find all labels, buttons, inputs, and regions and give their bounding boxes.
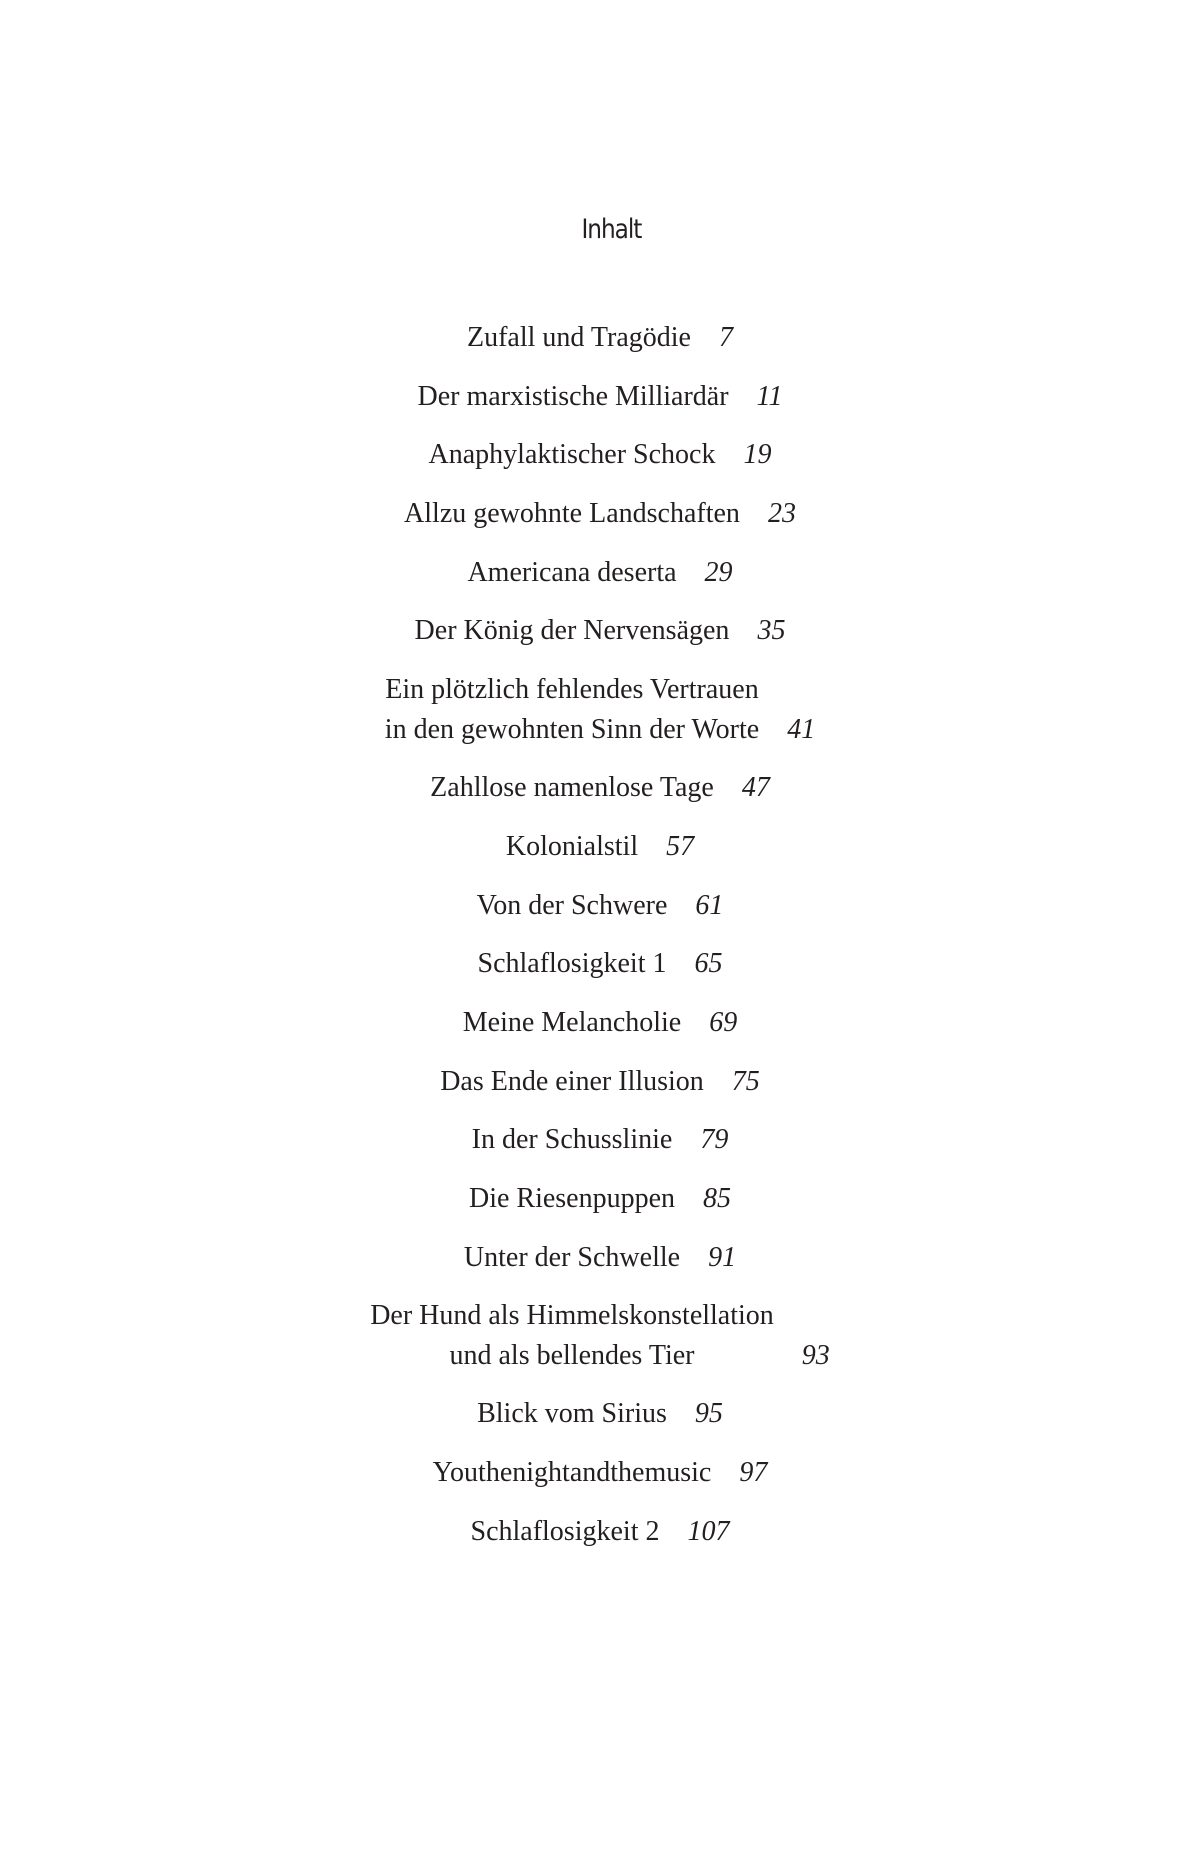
toc-entry: [0, 1238, 1200, 1278]
toc-entry: [0, 494, 1200, 534]
toc-entry: [0, 886, 1200, 926]
toc-entry-page-number: 95: [694, 1398, 723, 1430]
toc-entry-title: Meine Melancholie: [462, 1006, 682, 1038]
toc-entry-page-number: 61: [695, 889, 724, 921]
toc-entry-page-number: 97: [739, 1457, 768, 1488]
toc-entry: [0, 944, 1200, 984]
toc-entry-title: Anaphylaktischer Schock: [428, 439, 716, 471]
toc-entry: [0, 1179, 1200, 1219]
table-of-contents: [0, 318, 1200, 1570]
toc-entry-page-number: 93: [801, 1340, 830, 1372]
toc-entry-title: Der marxistische Milliardär: [417, 380, 729, 412]
toc-entry-title: Das Ende einer Illusion: [440, 1065, 704, 1097]
toc-entry-title: Zahllose namenlose Tage: [430, 772, 714, 804]
toc-entry-page-number: 65: [694, 948, 723, 980]
toc-entry: [0, 377, 1200, 417]
toc-entry-title: Unter der Schwelle: [463, 1241, 681, 1273]
toc-entry-page-number: 69: [709, 1006, 738, 1038]
toc-entry-title: Die Riesenpuppen: [468, 1182, 676, 1214]
toc-entry: [0, 1512, 1200, 1552]
toc-entry-title: Zufall und Tragödie: [467, 322, 691, 353]
toc-entry: [0, 827, 1200, 867]
toc-entry: [0, 1120, 1200, 1160]
toc-entry-page-number: 75: [731, 1065, 760, 1097]
toc-entry: [0, 670, 1200, 750]
toc-entry-title: Schlaflosigkeit 1: [477, 948, 667, 980]
toc-entry-page-number: 79: [700, 1124, 729, 1156]
toc-heading: Inhalt: [581, 214, 642, 245]
toc-entry-page-number: 47: [741, 772, 770, 804]
toc-entry-title: Der König der Nervensägen: [414, 615, 730, 647]
toc-entry-page-number: 91: [708, 1241, 737, 1273]
toc-entry: [0, 1394, 1200, 1434]
toc-entry-title: Americana deserta: [467, 556, 677, 588]
toc-entry: [0, 435, 1200, 475]
toc-entry-title: Ein plötzlich fehlendes Vertrauen in den gewohnten Sinn der Worte: [384, 674, 760, 746]
toc-entry: [0, 768, 1200, 808]
toc-entry-page-number: 57: [666, 830, 695, 862]
toc-entry-page-number: 85: [703, 1182, 732, 1214]
toc-entry-title: Blick vom Sirius: [477, 1398, 667, 1430]
toc-entry-page-number: 29: [704, 556, 733, 588]
toc-entry-title: Schlaflosigkeit 2: [470, 1515, 660, 1547]
toc-entry-page-number: 7: [719, 322, 733, 353]
toc-entry: [0, 611, 1200, 651]
toc-entry-page-number: 23: [767, 498, 796, 530]
toc-entry-title: In der Schusslinie: [471, 1124, 673, 1156]
toc-entry-page-number: 35: [757, 615, 786, 647]
toc-entry-page-number: 41: [787, 714, 816, 746]
toc-entry-title: Von der Schwere: [476, 889, 668, 921]
toc-entry-page-number: 107: [687, 1515, 730, 1547]
toc-entry: [0, 553, 1200, 593]
toc-entry-title: Youthenightandthemusic: [432, 1457, 712, 1488]
toc-entry: [0, 318, 1200, 358]
toc-entry-title: Allzu gewohnte Landschaften: [404, 498, 740, 530]
toc-entry: [0, 1296, 1200, 1376]
toc-entry: [0, 1003, 1200, 1043]
toc-entry-title: Kolonialstil: [505, 830, 639, 862]
toc-entry: [0, 1453, 1200, 1493]
toc-entry-page-number: 19: [743, 439, 772, 471]
toc-entry-page-number: 11: [756, 380, 783, 412]
toc-entry-title: Der Hund als Himmelskonstellation und als bellendes Tier: [370, 1300, 774, 1372]
toc-entry: [0, 1062, 1200, 1102]
